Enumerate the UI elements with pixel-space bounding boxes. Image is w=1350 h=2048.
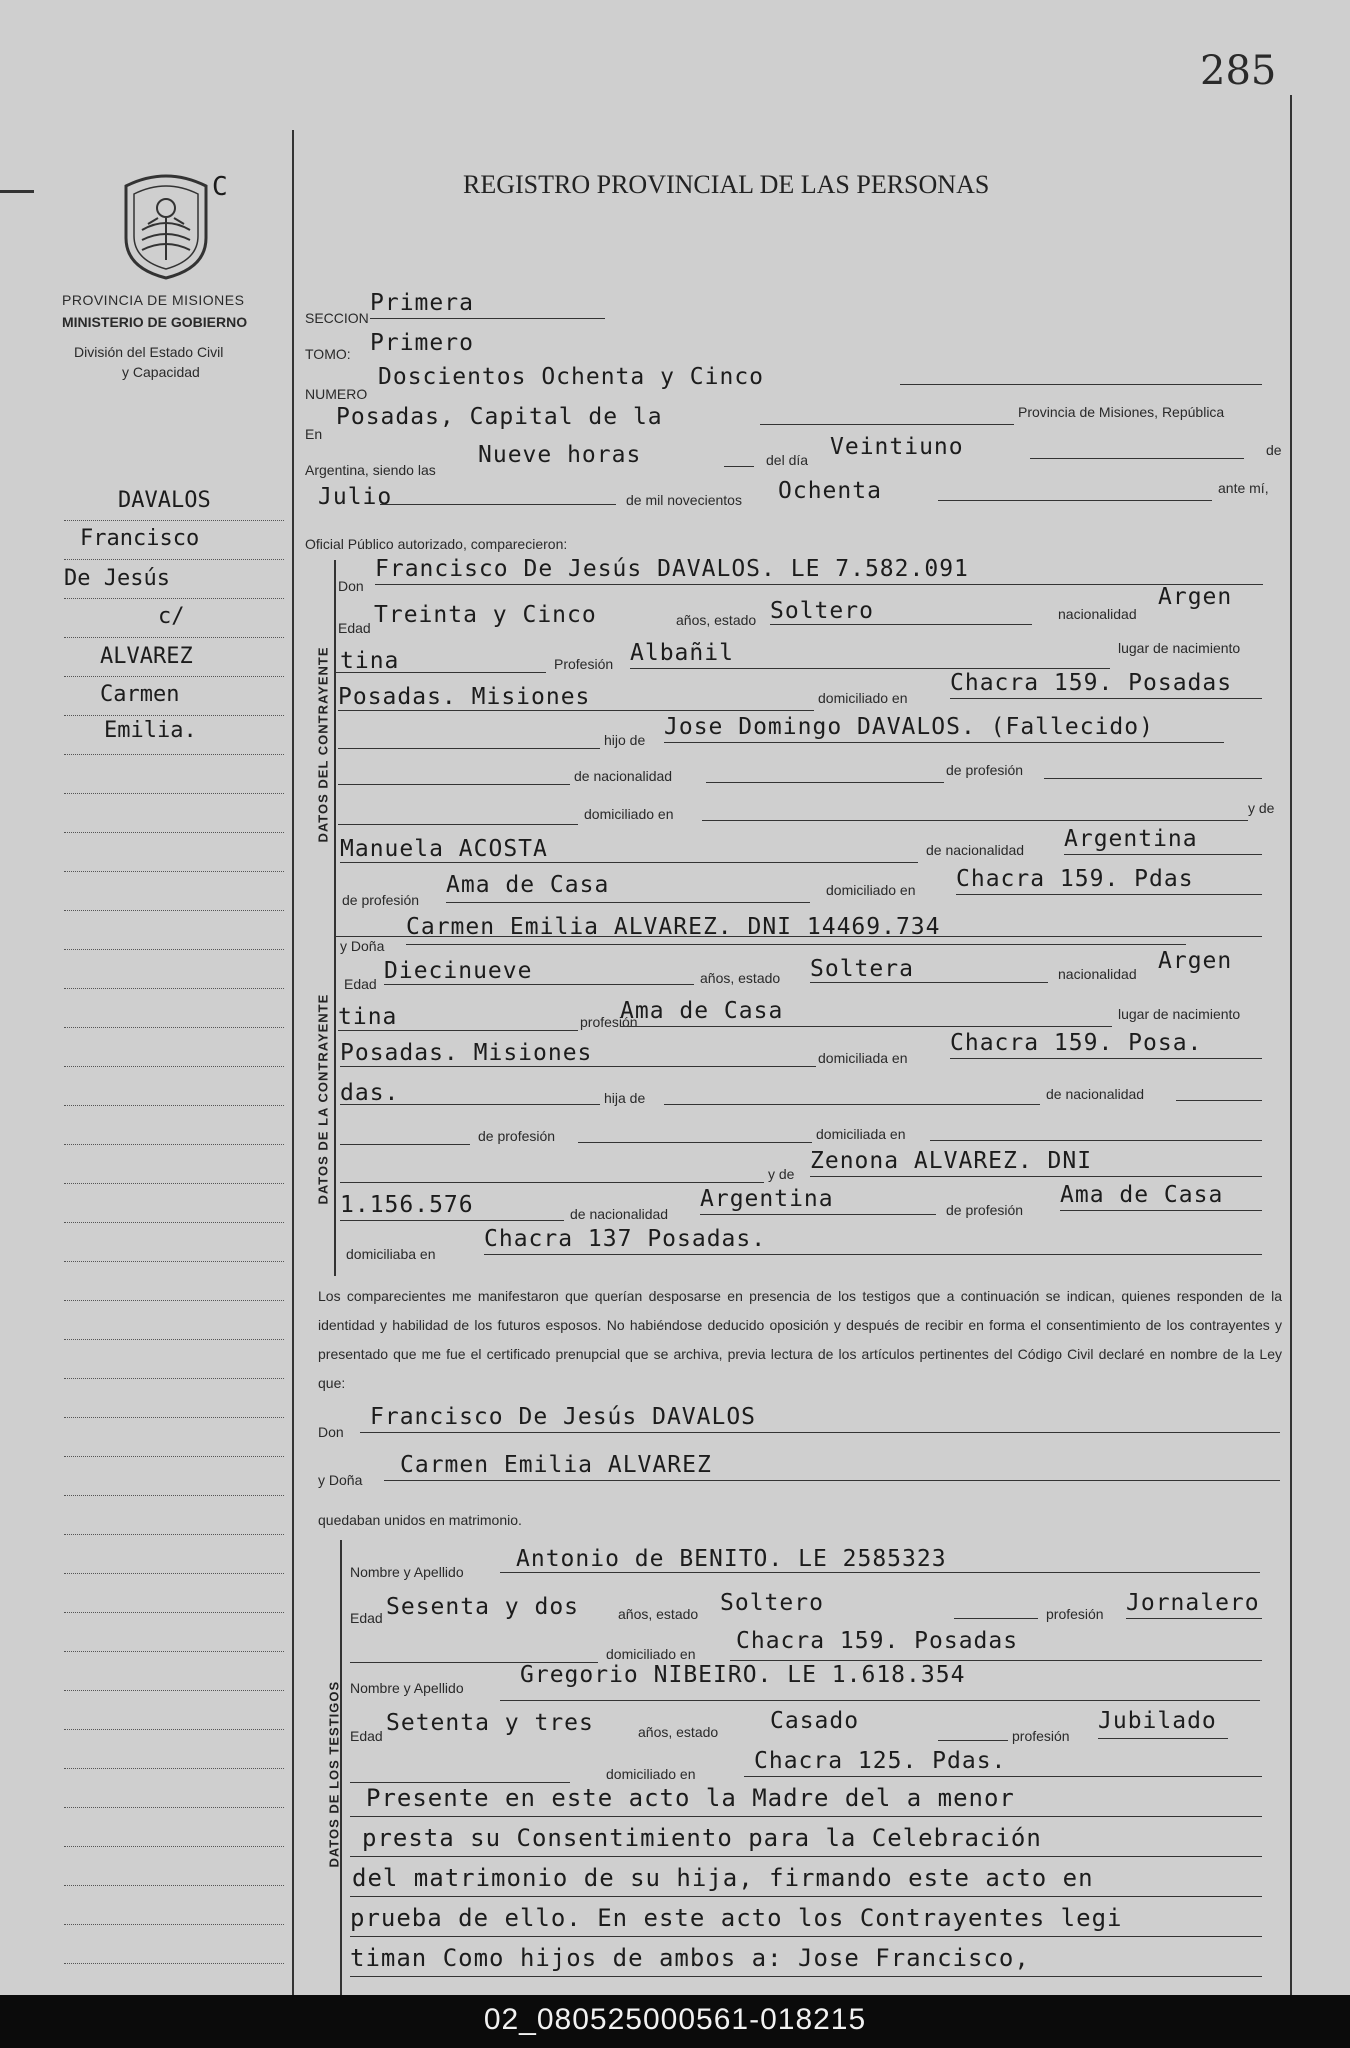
contrayente-madre-domicilio: Chacra 159. Pdas — [956, 866, 1194, 892]
margin-rule — [64, 1534, 284, 1535]
madre2-line — [810, 1176, 1262, 1177]
margin-rule — [64, 793, 284, 794]
domiciliada-en-label: domiciliada en — [816, 1126, 906, 1142]
de-nacionalidad-label-2: de nacionalidad — [1046, 1086, 1145, 1102]
margin-rule — [64, 832, 284, 833]
margin-rule — [64, 676, 284, 677]
t1-estado-line — [954, 1618, 1038, 1619]
y-de-blank-2 — [340, 1182, 764, 1183]
contrayente-section-label: DATOS DEL CONTRAYENTE — [315, 646, 331, 843]
contrayente-domicilio: Chacra 159. Posadas — [950, 670, 1233, 696]
t1-nombre-line — [500, 1572, 1260, 1573]
margin-rule — [64, 949, 284, 950]
domiciliada-label: domiciliada en — [818, 1050, 908, 1066]
ministry-province: PROVINCIA DE MISIONES — [62, 292, 245, 308]
t2-domiciliado-label: domiciliado en — [606, 1766, 696, 1782]
anio-value: Ochenta — [778, 478, 882, 504]
madre2-nac-line — [700, 1214, 936, 1215]
t1-profesion-label: profesión — [1046, 1606, 1104, 1622]
t1-nombre-label: Nombre y Apellido — [350, 1564, 464, 1580]
contrayenta-lugar: Posadas. Misiones — [340, 1040, 593, 1066]
margin-rule — [64, 1183, 284, 1184]
don-label: Don — [338, 578, 364, 594]
madre-prof-label: de profesión — [342, 892, 420, 908]
provincial-seal-icon — [118, 168, 214, 280]
lugar-label: lugar de nacimiento — [1118, 640, 1241, 656]
unidos-label: quedaban unidos en matrimonio. — [318, 1512, 522, 1528]
nacionalidad-label-2: nacionalidad — [1058, 966, 1137, 982]
testigo1-domicilio: Chacra 159. Posadas — [736, 1628, 1019, 1654]
margin-rule — [64, 1261, 284, 1262]
tina-line-2 — [338, 1030, 578, 1031]
madre-dom-label: domiciliado en — [826, 882, 916, 898]
testigo1-nombre: Antonio de BENITO. LE 2585323 — [516, 1546, 947, 1572]
t2-dom-blank — [350, 1782, 570, 1783]
hijo-label: hijo de — [604, 732, 646, 748]
margin-rule — [64, 559, 284, 560]
margin-rule — [64, 1807, 284, 1808]
margin-rule — [64, 1651, 284, 1652]
file-label-bar — [0, 1995, 1350, 2048]
dona-label: y Doña — [340, 938, 385, 954]
margin-note: De Jesús — [64, 566, 170, 591]
dia-value: Veintiuno — [830, 434, 964, 460]
de-profesion-label: de profesión — [946, 762, 1024, 778]
t2-nombre-label: Nombre y Apellido — [350, 1680, 464, 1696]
margin-rule — [64, 1768, 284, 1769]
anios-estado-label: años, estado — [676, 612, 757, 628]
margin-rule — [64, 598, 284, 599]
margin-rule — [64, 1924, 284, 1925]
contrayenta-madre-domicilio: Chacra 137 Posadas. — [484, 1226, 767, 1252]
numero-value: Doscientos Ochenta y Cinco — [378, 364, 765, 390]
decl-dona-line — [384, 1480, 1280, 1481]
contrayente-nacionalidad-b: tina — [340, 648, 400, 674]
margin-rule — [64, 1963, 284, 1964]
madre-nac-line — [1064, 854, 1262, 855]
edad-label: Edad — [338, 620, 371, 636]
contrayenta-name: Carmen Emilia ALVAREZ. DNI 14469.734 — [406, 914, 941, 940]
horas-value: Nueve horas — [478, 442, 642, 468]
contrayenta-section-label: DATOS DE LA CONTRAYENTE — [315, 993, 331, 1205]
margin-rule — [64, 520, 284, 521]
tomo-label: TOMO: — [305, 346, 351, 362]
contrayente-madre: Manuela ACOSTA — [340, 836, 548, 862]
margin-rule — [64, 1378, 284, 1379]
profesion-label-2: profesión — [580, 1014, 638, 1030]
contrayenta-edad: Diecinueve — [384, 958, 533, 984]
testigo1-profesion: Jornalero — [1126, 1590, 1260, 1616]
margin-rule — [64, 1222, 284, 1223]
y-de-label-2: y de — [768, 1166, 795, 1182]
hija-label: hija de — [604, 1090, 646, 1106]
padre-prof-line — [1044, 778, 1262, 779]
madre-dom-line — [956, 894, 1262, 895]
estado-line — [770, 624, 1032, 625]
margin-note: DAVALOS — [118, 488, 211, 513]
decl-don-value: Francisco De Jesús DAVALOS — [370, 1404, 757, 1430]
madre2-nac-label: de nacionalidad — [570, 1206, 669, 1222]
seccion-value: Primera — [370, 290, 474, 316]
tina-line — [336, 672, 546, 673]
padre-line — [664, 742, 1224, 743]
edad-line-2 — [384, 984, 694, 985]
domicilio-line — [950, 698, 1262, 699]
decl-dona-value: Carmen Emilia ALVAREZ — [400, 1452, 712, 1478]
padre2-nac-line — [1176, 1100, 1262, 1101]
lugar-label-2: lugar de nacimiento — [1118, 1006, 1241, 1022]
nacionalidad-label: nacionalidad — [1058, 606, 1137, 622]
note-rule — [350, 1896, 1262, 1897]
anio-prefix-label: de mil novecientos — [626, 492, 742, 508]
t2-estado-line — [938, 1740, 1008, 1741]
contrayente-nacionalidad-a: Argen — [1158, 584, 1233, 610]
contrayenta-section-rule — [334, 936, 336, 1276]
del-dia-label: del día — [766, 452, 809, 468]
don-line — [375, 584, 1263, 585]
margin-note: ALVAREZ — [100, 644, 193, 669]
testigo2-nombre: Gregorio NIBEIRO. LE 1.618.354 — [520, 1662, 966, 1688]
decl-dona-label: y Doña — [318, 1472, 363, 1488]
testigo2-profesion: Jubilado — [1098, 1708, 1217, 1734]
division-line2: y Capacidad — [122, 364, 200, 380]
estado-line-2 — [810, 982, 1048, 983]
padre-dom-line — [702, 820, 1248, 821]
domicilio-b-line — [340, 1104, 600, 1105]
margin-rule — [64, 754, 284, 755]
t2-anios-estado-label: años, estado — [638, 1724, 719, 1740]
testigo2-domicilio: Chacra 125. Pdas. — [754, 1748, 1007, 1774]
y-de-label: y de — [1248, 800, 1275, 816]
padre-nac-line — [706, 782, 944, 783]
margin-rule — [64, 910, 284, 911]
padre2-dom-line — [930, 1140, 1262, 1141]
note-rule — [350, 1816, 1262, 1817]
margin-rule — [64, 1690, 284, 1691]
note-line: del matrimonio de su hija, firmando este acto en — [352, 1864, 1094, 1892]
testigo2-estado: Casado — [770, 1708, 860, 1734]
en-value: Posadas, Capital de la — [336, 404, 663, 430]
margin-rule — [64, 1144, 284, 1145]
margin-rule — [64, 1300, 284, 1301]
document-title: REGISTRO PROVINCIAL DE LAS PERSONAS — [463, 170, 990, 199]
madre-nac-label: de nacionalidad — [926, 842, 1025, 858]
margin-rule — [64, 1612, 284, 1613]
margin-rule — [64, 988, 284, 989]
t2-edad-label: Edad — [350, 1728, 383, 1744]
madre-line — [340, 862, 918, 863]
decl-don-line — [360, 1432, 1280, 1433]
contrayenta-domicilio-a: Chacra 159. Posa. — [950, 1030, 1203, 1056]
margin-rule — [64, 1339, 284, 1340]
margin-rule — [64, 1573, 284, 1574]
margin-rule — [64, 1495, 284, 1496]
contrayenta-nacionalidad-a: Argen — [1158, 948, 1233, 974]
testigo2-edad: Setenta y tres — [386, 1710, 594, 1736]
numero-line — [900, 384, 1262, 385]
contrayente-padre: Jose Domingo DAVALOS. (Fallecido) — [664, 714, 1154, 740]
margin-note: Carmen — [100, 682, 180, 707]
contrayente-name: Francisco De Jesús DAVALOS. LE 7.582.091 — [375, 556, 969, 582]
contrayente-section-rule — [334, 560, 336, 940]
domiciliaba-label: domiciliaba en — [346, 1246, 436, 1262]
profesion-label: Profesión — [554, 656, 614, 672]
decl-don-label: Don — [318, 1424, 344, 1440]
hijo-blank-line — [338, 748, 600, 749]
mes-value: Julio — [318, 484, 393, 510]
padre2-prof-line — [578, 1142, 812, 1143]
t2-prof-line — [1098, 1738, 1228, 1739]
padre2-prof-blank — [340, 1144, 470, 1145]
anio-line — [938, 500, 1212, 501]
margin-rule — [64, 1456, 284, 1457]
contrayente-lugar: Posadas. Misiones — [338, 684, 591, 710]
margin-rule — [64, 1417, 284, 1418]
margin-rule — [64, 871, 284, 872]
note-line: timan Como hijos de ambos a: Jose Francisco, — [350, 1944, 1030, 1972]
note-line: prueba de ello. En este acto los Contrayentes legi — [350, 1904, 1123, 1932]
testigos-section-label: DATOS DE LOS TESTIGOS — [326, 1680, 342, 1868]
domicilio-line-2 — [950, 1058, 1262, 1059]
tomo-value: Primero — [370, 330, 474, 356]
t2-dom-line — [744, 1776, 1262, 1777]
contrayenta-profesion: Ama de Casa — [620, 998, 784, 1024]
margin-rule — [64, 715, 284, 716]
provincia-label: Provincia de Misiones, República — [1018, 404, 1225, 420]
seal-corner-mark: C — [212, 172, 229, 202]
right-edge-rule — [1290, 95, 1292, 1995]
argentina-label: Argentina, siendo las — [305, 462, 436, 478]
madre2-prof-label: de profesión — [946, 1202, 1024, 1218]
madre2-dom-line — [484, 1254, 1262, 1255]
file-label: 02_080525000561-018215 — [483, 2003, 867, 2036]
dona-line — [406, 944, 1186, 945]
declaration-paragraph: Los comparecientes me manifestaron que querían desposarse en presencia de los testigos que a continuación se indican, quienes responden de la identidad y habilidad de los futuros esposos. No habiéndose deducido oposición y después de recibir en forma el consentimiento de los contrayentes y presentado que me fue el certificado prenupcial que se archiva, previa lectura de los artículos pertinentes del Código Civil declaré en nombre de la Ley que: — [318, 1288, 1282, 1391]
mes-line — [380, 504, 616, 505]
en-line — [760, 424, 1014, 425]
seccion-label: SECCION — [305, 310, 369, 326]
padre-dom-blank — [338, 824, 578, 825]
contrayente-madre-nacionalidad: Argentina — [1064, 826, 1198, 852]
margin-rule — [64, 1729, 284, 1730]
lugar-line-2 — [340, 1066, 816, 1067]
madre-prof-line — [446, 902, 810, 903]
horas-line — [724, 466, 754, 467]
testigo1-edad: Sesenta y dos — [386, 1594, 580, 1620]
t1-anios-estado-label: años, estado — [618, 1606, 699, 1622]
testigo1-estado: Soltero — [720, 1590, 824, 1616]
de-label: de — [1266, 442, 1282, 458]
t1-domiciliado-label: domiciliado en — [606, 1646, 696, 1662]
t1-edad-label: Edad — [350, 1610, 383, 1626]
oficial-label: Oficial Público autorizado, comparecieron: — [305, 536, 568, 552]
ante-mi-label: ante mí, — [1218, 480, 1269, 496]
seccion-line — [370, 318, 605, 319]
t2-profesion-label: profesión — [1012, 1728, 1070, 1744]
contrayenta-madre-b: 1.156.576 — [340, 1192, 474, 1218]
contrayenta-nacionalidad-b: tina — [338, 1004, 398, 1030]
contrayenta-domicilio-b: das. — [340, 1080, 400, 1106]
de-nacionalidad-label: de nacionalidad — [574, 768, 673, 784]
binding-mark — [0, 190, 34, 193]
contrayenta-madre-profesion: Ama de Casa — [1060, 1182, 1224, 1208]
division-line1: División del Estado Civil — [74, 344, 224, 360]
lugar-line — [338, 710, 814, 711]
margin-rule — [64, 1885, 284, 1886]
anios-estado-label-2: años, estado — [700, 970, 781, 986]
margin-note: Francisco — [80, 526, 200, 551]
margin-rule — [64, 1105, 284, 1106]
contrayenta-estado: Soltera — [810, 956, 914, 982]
ministry-name: MINISTERIO DE GOBIERNO — [62, 314, 248, 330]
padre-nac-blank — [338, 784, 570, 785]
numero-label: NUMERO — [305, 386, 368, 402]
note-rule — [350, 1976, 1262, 1977]
profesion-line-2 — [620, 1026, 1112, 1027]
hija-line — [664, 1104, 1040, 1105]
contrayente-profesion: Albañil — [630, 640, 734, 666]
contrayente-edad: Treinta y Cinco — [374, 602, 597, 628]
margin-rule — [64, 637, 284, 638]
contrayente-estado: Soltero — [770, 598, 874, 624]
en-label: En — [305, 426, 323, 442]
de-profesion-label-2: de profesión — [478, 1128, 556, 1144]
margin-rule — [64, 1066, 284, 1067]
margin-note: c/ — [158, 604, 185, 629]
t1-prof-line — [1126, 1618, 1262, 1619]
domiciliado-en-label: domiciliado en — [584, 806, 674, 822]
t2-nombre-line — [500, 1700, 1260, 1701]
margin-rule — [64, 1027, 284, 1028]
contrayenta-madre-a: Zenona ALVAREZ. DNI — [810, 1148, 1093, 1174]
domiciliado-label: domiciliado en — [818, 690, 908, 706]
contrayente-madre-profesion: Ama de Casa — [446, 872, 610, 898]
margin-rule — [64, 1846, 284, 1847]
dia-line — [1030, 458, 1244, 459]
note-rule — [350, 1856, 1262, 1857]
madre2-prof-line — [1060, 1210, 1262, 1211]
note-line: Presente en este acto la Madre del a menor — [366, 1784, 1015, 1812]
profesion-line — [630, 668, 1110, 669]
edad-label-2: Edad — [344, 976, 377, 992]
margin-note: Emilia. — [104, 718, 197, 743]
main-column-rule — [292, 130, 294, 1995]
contrayenta-madre-nacionalidad: Argentina — [700, 1186, 834, 1212]
note-line: presta su Consentimiento para la Celebración — [362, 1824, 1042, 1852]
page-number: 285 — [1200, 48, 1277, 94]
madre2-b-line — [340, 1220, 564, 1221]
t1-dom-line — [730, 1660, 1262, 1661]
note-rule — [350, 1936, 1262, 1937]
